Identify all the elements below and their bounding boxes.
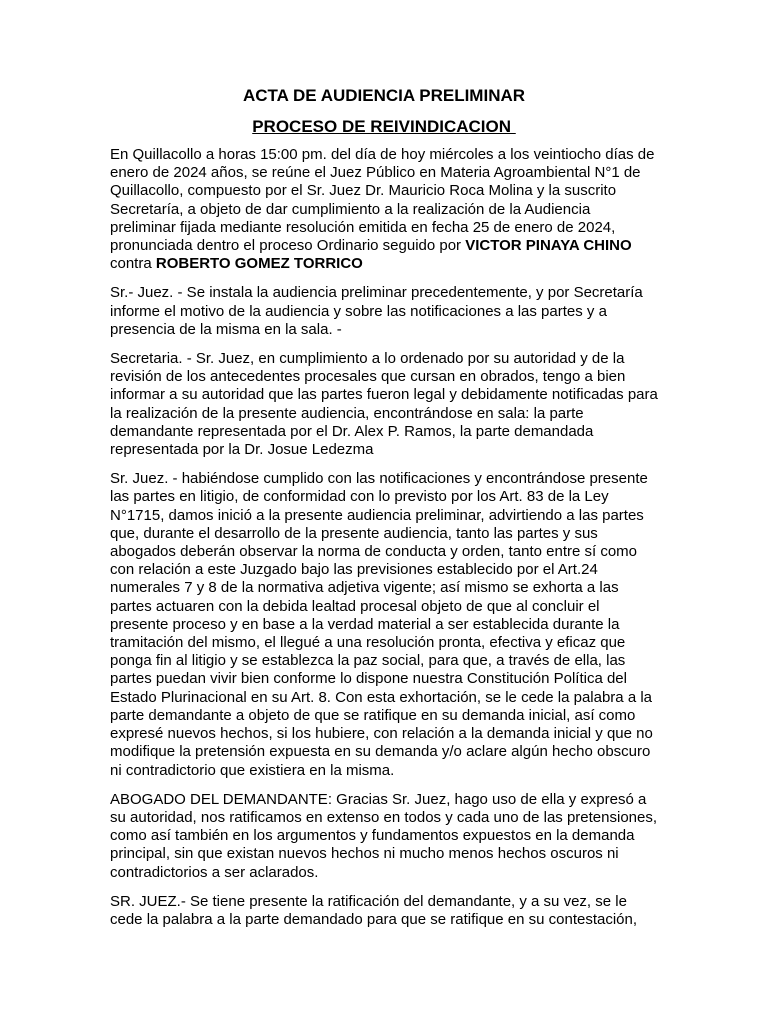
paragraph-secretaria: Secretaria. - Sr. Juez, en cumplimiento a lo ordenado por su autoridad y de la revisión de los antecedentes procesales que cursan en obrados, tengo a bien informar a su autoridad que las partes fueron legal y debidamente notificadas para la realización de la presente audiencia, encontrándose en sala: la parte demandante representada por el Dr. Alex P. Ramos, la parte demandada representada por la Dr. Josue Ledezma bbox=[110, 350, 658, 459]
document-subtitle-text: PROCESO DE REIVINDICACION bbox=[252, 117, 516, 136]
document-title: ACTA DE AUDIENCIA PRELIMINAR bbox=[242, 86, 526, 105]
defendant-name: ROBERTO GOMEZ TORRICO bbox=[155, 255, 363, 273]
document-subtitle bbox=[110, 117, 658, 137]
plaintiff-name: VICTOR PINAYA CHINO bbox=[465, 237, 632, 255]
paragraph-juez-exhortacion: Sr. Juez. - habiéndose cumplido con las notificaciones y encontrándose presente las partes en litigio, de conformidad con lo previsto por los Art. 83 de la Ley N°1715, damos inició a la presente audiencia preliminar, advirtiendo a las partes que, durante el desarrollo de la presente audiencia, tanto las partes y sus abogados deberán observar la norma de conducta y orden, tanto entre sí como con relación a este Juzgado bajo las previsiones establecido por el Art.24 numerales 7 y 8 de la normativa adjetiva vigente; así mismo se exhorta a las partes actuaren con la debida lealtad procesal objeto de que al concluir el presente proceso y en base a la verdad material a ser establecida durante la tramitación del mismo, el llegué a una resolución pronta, efectiva y eficaz que ponga fin al litigio y se establezca la paz social, para que, a través de ella, las partes puedan vivir bien conforme lo dispone nuestra Constitución Política del Estado Plurinacional en su Art. 8. Con esta exhortación, se le cede la palabra a la parte demandante a objeto de que se ratifique en su demanda inicial, así como expresé nuevos hechos, si los hubiere, con relación a la demanda inicial y que no modifique la pretensión expuesta en su demanda y/o aclare algún hecho obscuro ni contradictorio que existiera en la misma. bbox=[110, 470, 653, 779]
paragraph-juez-instala: Sr.- Juez. - Se instala la audiencia preliminar precedentemente, y por Secretaría informe el motivo de la audiencia y sobre las notificaciones a las partes y a presencia de la misma en la sala. - bbox=[110, 284, 643, 338]
paragraph-abogado-demandante: ABOGADO DEL DEMANDANTE: Gracias Sr. Juez, hago uso de ella y expresó a su autoridad, nos ratificamos en extenso en todos y cada uno de las pretensiones, como así también en los argumentos y fundamentos expuestos en la demanda principal, sin que existan nuevos hechos ni mucho menos hechos oscuros ni contradictorios a ser aclarados. bbox=[110, 790, 658, 881]
contra-text: contra bbox=[110, 255, 156, 273]
intro-text: En Quillacollo a horas 15:00 pm. del día de hoy miércoles a los veintiocho días de enero de 2024 años, se reúne el Juez Público en Materia Agroambiental N°1 de Quillacollo, compuesto por el Sr. Juez Dr. Mauricio Roca Molina y la suscrito Secretaría, a objeto de dar cumplimiento a la realización de la Audiencia preliminar fijada mediante resolución emitida en fecha 25 de enero de 2024, pronunciada dentro el proceso Ordinario seguido por bbox=[110, 146, 655, 255]
document-page bbox=[110, 86, 658, 940]
intro-paragraph bbox=[110, 146, 658, 273]
paragraph-juez-ratificacion: SR. JUEZ.- Se tiene presente la ratificación del demandante, y a su vez, se le cede la palabra a la parte demandado para que se ratifique en su contestación, bbox=[110, 892, 638, 928]
